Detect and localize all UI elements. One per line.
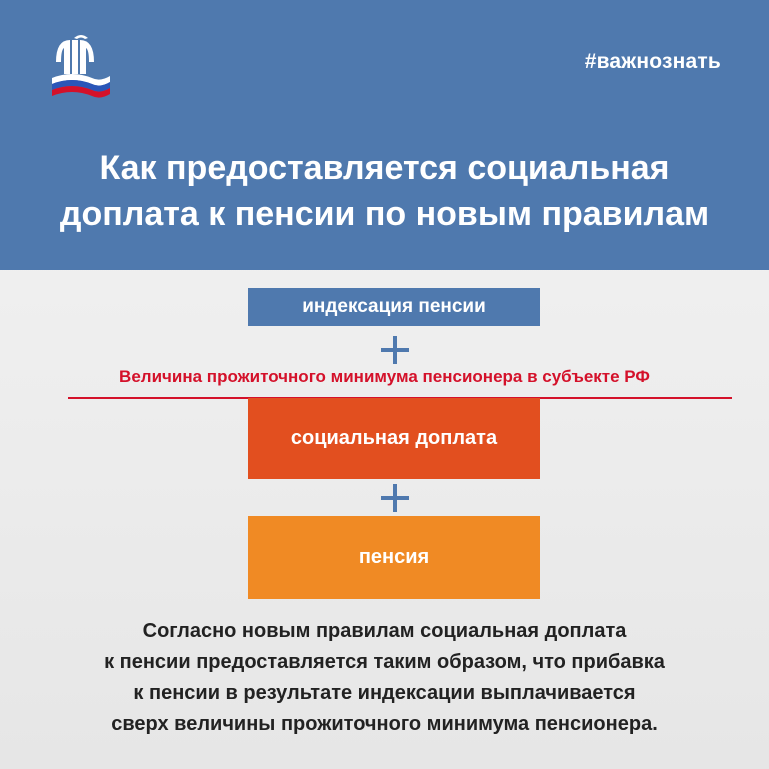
explanation-line: к пенсии предоставляется таким образом, что прибавка xyxy=(104,651,665,673)
pfr-logo-icon xyxy=(48,32,114,98)
plus-icon xyxy=(381,336,409,364)
hashtag: #важнознать xyxy=(584,50,721,73)
explanation-line: Согласно новым правилам социальная доплата xyxy=(142,620,627,642)
title-line: доплата к пенсии по новым правилам xyxy=(59,195,710,233)
plus-icon xyxy=(381,484,409,512)
explanation-text xyxy=(0,616,769,740)
social-supplement-box: социальная доплата xyxy=(248,398,540,479)
page-title xyxy=(0,145,769,237)
title-line: Как предоставляется социальная xyxy=(99,149,670,187)
indexation-box: индексация пенсии xyxy=(248,288,540,326)
header-banner xyxy=(0,0,769,270)
explanation-line: к пенсии в результате индексации выплачивается xyxy=(133,682,636,704)
subsistence-minimum-label: Величина прожиточного минимума пенсионера в субъекте РФ xyxy=(119,367,650,386)
explanation-line: сверх величины прожиточного минимума пенсионера. xyxy=(111,713,658,735)
pension-box: пенсия xyxy=(248,516,540,599)
